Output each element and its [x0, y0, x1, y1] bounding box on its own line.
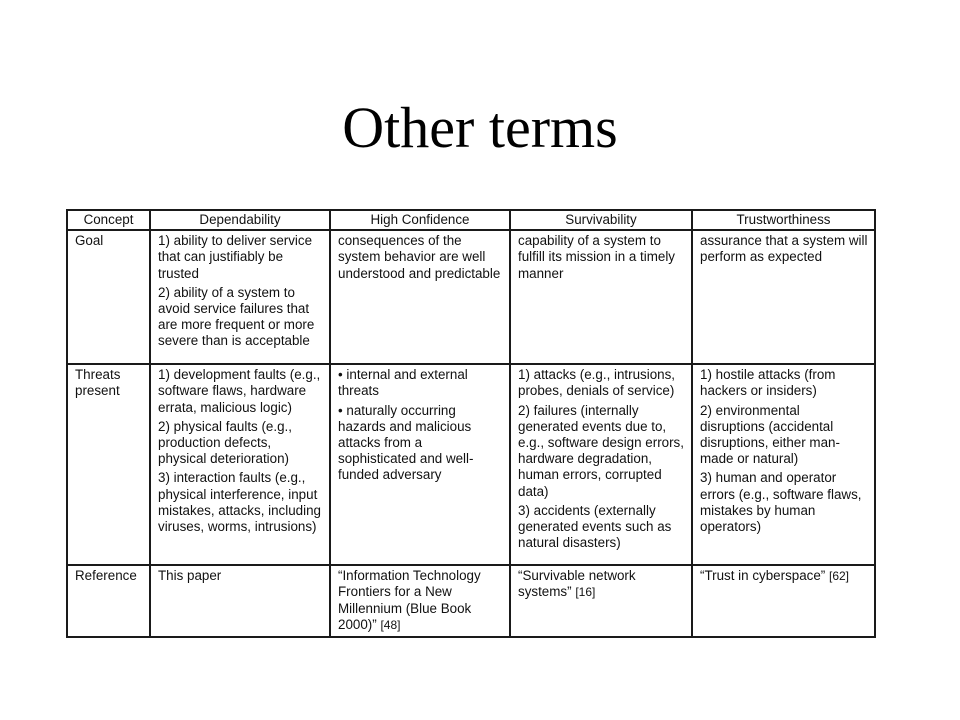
goal-survivability-cell: [510, 230, 692, 364]
goal-dependability-item: 1) ability to deliver service that can justifiably be trusted: [158, 233, 313, 281]
reference-survivability-text: “Survivable network systems”: [518, 568, 636, 600]
threats-trustworthiness-item: 3) human and operator errors (e.g., software flaws, mistakes by human operators): [700, 470, 862, 535]
goal-high-confidence-cell: [330, 230, 510, 364]
reference-dependability-cell: [150, 565, 330, 637]
header-dependability: Dependability: [150, 210, 330, 230]
threats-survivability-item: 1) attacks (e.g., intrusions, probes, denials of service): [518, 367, 676, 399]
header-row: [67, 210, 875, 230]
comparison-table-container: [66, 209, 874, 638]
threats-survivability-item: 3) accidents (externally generated events such as natural disasters): [518, 502, 672, 551]
threats-row: [67, 364, 875, 565]
threats-dependability-item: 1) development faults (e.g., software flaws, hardware errata, malicious logic): [158, 367, 321, 415]
goal-trustworthiness-cell: [692, 230, 875, 364]
threats-survivability-cell: [510, 364, 692, 565]
reference-high-confidence-cell: [330, 565, 510, 637]
goal-dependability-item: 2) ability of a system to avoid service failures that are more frequent or more severe than is acceptable: [158, 284, 315, 349]
reference-label: Reference: [67, 565, 150, 637]
comparison-table: [66, 209, 876, 638]
reference-trustworthiness-cite: [62]: [829, 569, 850, 584]
header-high-confidence: High Confidence: [330, 210, 510, 230]
goal-trustworthiness-item: assurance that a system will perform as expected: [700, 233, 868, 265]
threats-survivability-item: 2) failures (internally generated events due to, e.g., software design errors, hardware degradation, human errors, corrupted data): [518, 402, 684, 499]
reference-high-confidence-cite: [48]: [380, 617, 401, 632]
slide-title: Other terms: [342, 95, 618, 160]
goal-row: [67, 230, 875, 364]
threats-high-confidence-item: • internal and external threats: [338, 367, 468, 399]
threats-dependability-item: 2) physical faults (e.g., production defects, physical deterioration): [158, 418, 292, 467]
threats-high-confidence-cell: [330, 364, 510, 565]
reference-trustworthiness-cell: [692, 565, 875, 637]
header-trustworthiness: Trustworthiness: [692, 210, 875, 230]
threats-dependability-cell: [150, 364, 330, 565]
reference-dependability-text: This paper: [158, 568, 222, 584]
reference-survivability-cite: [16]: [575, 585, 596, 600]
threats-high-confidence-item: • naturally occurring hazards and malicious attacks from a sophisticated and well-funded adversary: [338, 402, 474, 483]
goal-survivability-item: capability of a system to fulfill its mission in a timely manner: [518, 233, 676, 281]
goal-label: Goal: [67, 230, 150, 364]
header-concept: Concept: [67, 210, 150, 230]
reference-high-confidence-text: “Information Technology Frontiers for a New Millennium (Blue Book 2000)”: [338, 568, 481, 632]
threats-trustworthiness-item: 2) environmental disruptions (accidental disruptions, either man-made or natural): [700, 402, 840, 467]
threats-dependability-item: 3) interaction faults (e.g., physical interference, input mistakes, attacks, including viruses, worms, intrusions): [158, 470, 321, 535]
goal-dependability-cell: [150, 230, 330, 364]
goal-high-confidence-item: consequences of the system behavior are well understood and predictable: [338, 233, 501, 281]
threats-trustworthiness-cell: [692, 364, 875, 565]
reference-trustworthiness-text: “Trust in cyberspace”: [700, 568, 826, 584]
header-survivability: Survivability: [510, 210, 692, 230]
threats-label: Threats present: [67, 364, 150, 565]
reference-survivability-cell: [510, 565, 692, 637]
reference-row: [67, 565, 875, 637]
threats-trustworthiness-item: 1) hostile attacks (from hackers or insiders): [700, 367, 836, 399]
